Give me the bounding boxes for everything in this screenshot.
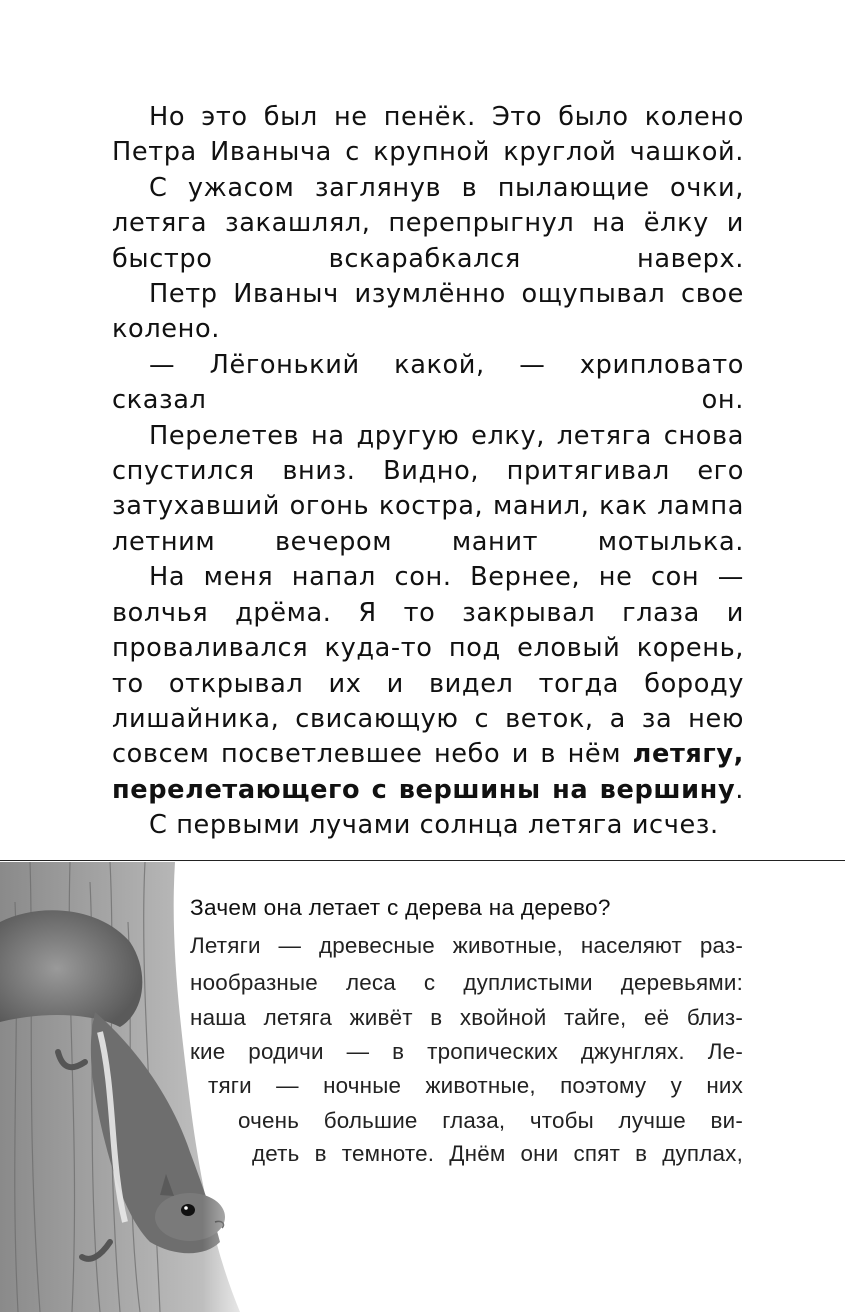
sidebar-line [190,1002,743,1034]
sidebar-line [208,1070,743,1102]
sidebar-line-text: наша летяга живёт в хвойной тайге, её близ- [190,1005,743,1030]
sidebar-line [190,1036,743,1068]
paragraph-text: На меня напал сон. Вернее, не сон — волчья дрёма. Я то закрывал глаза и проваливался куда-то под еловый корень, то открывал их и видел тогда бороду лишайника, свисающую с веток, а за нею совсем посветлевшее небо и в нём [112,562,744,770]
paragraph: Перелетев на другую елку, летяга снова спустился вниз. Видно, притягивал его затухавший огонь костра, манил, как лампа летним вечером манит мотылька. [112,420,744,557]
sidebar-line-text: деть в темноте. Днём они спят в дуплах, [252,1141,743,1166]
paragraph [112,560,744,808]
bold-phrase: летягу, перелетающего с вершины на вершину [112,739,744,805]
story-text [112,100,744,844]
sidebar-line [252,1138,743,1170]
sidebar-heading: Зачем она летает с дерева на дерево? [190,895,611,920]
paragraph: С первыми лучами солнца летяга исчез. [149,810,719,841]
section-divider [0,860,845,861]
paragraph: Петр Иваныч изумлённо ощупывал свое колено. [112,279,744,345]
paragraph: С ужасом заглянув в пылающие очки, летяга закашлял, перепрыгнул на ёлку и быстро вскарабкался наверх. [112,172,744,274]
sidebar-line [190,930,743,962]
sidebar-line [238,1105,743,1137]
paragraph: — Лёгонький какой, — хрипловато сказал он. [112,349,744,416]
paragraph: Но это был не пенёк. Это было колено Петра Иваныча с крупной круглой чашкой. [112,102,744,168]
info-sidebar [0,862,845,1312]
sidebar-line-text: Летяги — древесные животные, населяют раз- [190,933,743,958]
sidebar-line-text: очень большие глаза, чтобы лучше ви- [238,1108,743,1133]
paragraph-text: . [735,774,744,805]
sidebar-line-text: нообразные леса с дуплистыми деревьями: [190,970,743,995]
sidebar-line [190,967,743,999]
sidebar-line-text: кие родичи — в тропических джунглях. Ле- [190,1039,743,1064]
sidebar-line-text: тяги — ночные животные, поэтому у них [208,1073,743,1098]
